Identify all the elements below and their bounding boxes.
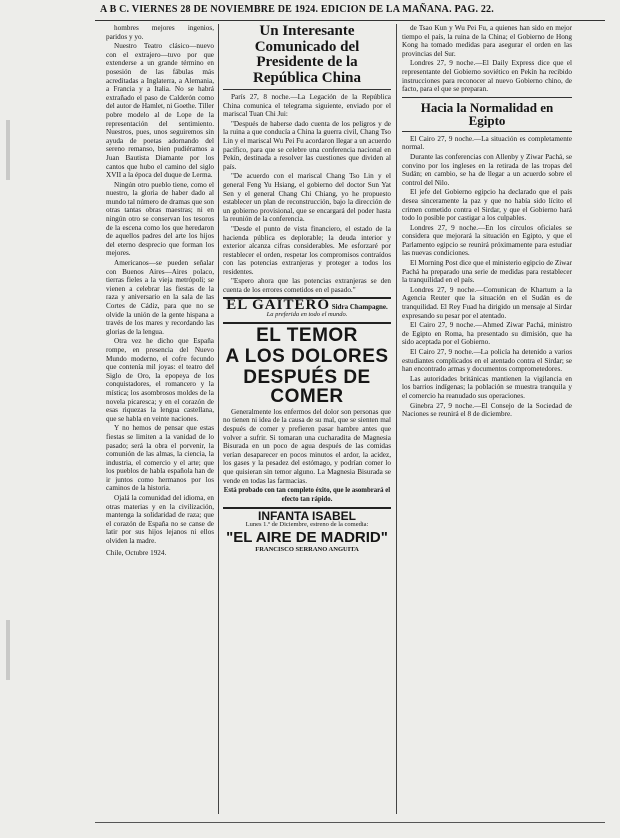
col3-paragraph: de Tsao Kun y Wu Pei Fu, a quienes han sido en mejor tiempo el país, la ruina de la China; el Gobierno de Hong Kong ha tomado medidas para asegurar el orden en las provincias del Sur.	[402, 24, 572, 58]
china-paragraph: "De acuerdo con el mariscal Chang Tso Lin y el general Feng Yu Hsiang, el gobierno del doctor Sun Yat Sen y el general Chang Chi Chiang, yo he propuesto establecer un plan de reconstrucción, bajo la dirección de un gobierno provisional, que se encargará del poder hasta la reunión de la conferencia.	[223, 172, 391, 224]
egipto-paragraph: El Morning Post dice que el ministerio egipcio de Ziwar Pachá ha preparado una serie de medidas para restablecer la tranquilidad en el país.	[402, 259, 572, 285]
col1-paragraph: Nuestro Teatro clásico—nuevo con el extrajero—tuvo por que extenderse a un grande término en posesión de las fábulas más acreditadas a Inglaterra, a Alemania, a Francia y a Italia. No se habrá extrañado el paso de Calderón como del autor de Hamlet, ni Goethe. Tiller pobre modelo al de Lope de la representación del sentimiento. Nuestros, pues, unos seguiremos sin ayuda de poetas adornando del sereno remanso, bien pudiéramos a Juan Bautista Diamante por los cantos que hubo el camino del siglo XVII a la época del duque de Lerma.	[106, 42, 214, 180]
col1-paragraph: Americanos—se pueden señalar con Buenos Aires—Aires polaco, tierras fieles a la vieja metrópoli; se vienen a celebrar las fiestas de la raza y aniversario en la sala de las Cortes de Cádiz, para que no se olvide la unión de la gente hispana a través de los mares y recordando las glorias de la lengua.	[106, 259, 214, 336]
gaitero-label: Sidra Champagne.	[331, 302, 388, 311]
col1-paragraph: Y no hemos de pensar que estas fiestas se limiten a la vanidad de lo pasado; será la obra el porvenir, la comunión de las almas, la ciencia, la industria, el comercio y el arte; que los pueblos de habla española han de ir juntos como hermanos por los caminos de la historia.	[106, 424, 214, 493]
archive-stamp-icon	[4, 620, 12, 680]
column-divider	[396, 24, 397, 814]
column-right	[402, 24, 572, 814]
china-headline: Un Interesante Comunicado del Presidente de la República China	[253, 24, 361, 86]
temor-ad-body: Generalmente los enfermos del dolor son personas que no tienen ni idea de la causa de su mal, que se sienten mal después de comer y prefieren pasar hambre antes que volver a sufrir. Si tomaran una cucharadita de Magnesia Bisurada en un poco de agua después de las comidas verían desaparecer en pocos minutos el ardor, la acidez, los gases y la pesadez del estómago, y podrían comer lo que quisieran sin temor alguno. La Magnesia Bisurada se vende en todas las farmacias.	[223, 407, 391, 485]
col1-paragraph: Ningún otro pueblo tiene, como el nuestro, la gloria de haber dado al mundo tal número de dramas que son otras tantas obras maestras; ni en ningún otro se conservan los tesoros de la escena como los que heredaron de aquellos padres del arte los hijos del eterno desprecio que forman los mejores.	[106, 180, 214, 258]
egipto-paragraph: Las autoridades británicas mantienen la vigilancia en los barrios indígenas; la población se muestra tranquila y el comercio ha reanudado sus operaciones.	[402, 374, 572, 400]
china-paragraph: "Espero ahora que las potencias extranjeras se den cuenta de los errores cometidos en el pasado."	[223, 277, 391, 295]
aire-author: FRANCISCO SERRANO ANGUITA	[255, 545, 359, 553]
col1-signoff: Chile, Octubre 1924.	[106, 548, 167, 557]
archive-stamp-icon	[4, 120, 12, 180]
column-divider	[218, 24, 219, 814]
egipto-paragraph: Londres 27, 9 noche.—En los círculos oficiales se considera que mejorará la situación en Egipto, y que el Parlamento egipcio se reunirá próximamente para estudiar las nuevas condiciones.	[402, 223, 572, 258]
column-middle	[223, 24, 391, 814]
column-left	[106, 24, 214, 814]
headline-rule	[402, 97, 572, 98]
headline-rule	[223, 89, 391, 90]
col1-paragraph: Otra vez he dicho que España rompe, en presencia del Nuevo Mundo moderno, el cofre fecundo que contenía mil joyas: el teatro del Siglo de Oro, la epopeya de los conquistadores, el romancero y la mística; los asombrosos moldes de la novela picaresca; y en el corazón de esas riquezas la lengua castellana, que se habla en veinte naciones.	[106, 337, 214, 423]
egipto-paragraph: Londres 27, 9 noche.—Comunican de Khartum a la Agencia Reuter que la situación en el Sudán es de tranquilidad. El Rey Fuad ha dirigido un mensaje al Sirdar expresando su pesar por el atentado.	[402, 285, 572, 320]
china-paragraph: "Desde el punto de vista financiero, el estado de la hacienda pública es deplorable; la deuda interior y exterior alcanza cifras considerables. Me esforzaré por restablecer el orden, respetar los compromisos contraídos con las potencias extranjeras y proteger a todos los residentes.	[223, 224, 391, 276]
header-rule	[95, 20, 605, 21]
egipto-paragraph: El Cairo 27, 9 noche.—Ahmed Ziwar Pachá, ministro de Egipto en Roma, ha presentado su dimisión, que ha sido aceptada por el Gobierno.	[402, 321, 572, 347]
egipto-paragraph: El Cairo 27, 9 noche.—La policía ha detenido a varios estudiantes complicados en el atentado contra el Sirdar; se han encontrado armas y documentos comprometedores.	[402, 348, 572, 374]
col1-paragraph: hombres mejores ingenios, paridos y yo.	[106, 24, 214, 41]
egipto-paragraph: Durante las conferencias con Allenby y Ziwar Pachá, se convino por los ingleses en la retirada de las tropas del Sudán; en cambio, se ha de llegar a un acuerdo sobre el control del Nilo.	[402, 152, 572, 187]
china-paragraph: París 27, 8 noche.—La Legación de la República China comunica el telegrama siguiente, enviado por el mariscal Tuan Chi Jui:	[223, 93, 391, 119]
col1-paragraph: Ojalá la comunidad del idioma, en otras materias y en la civilización, mantenga la solidaridad de raza; que el corazón de España no se canse de latir por sus hijos lejanos ni ellos olviden la madre.	[106, 494, 214, 546]
col3-paragraph: Londres 27, 9 noche.—El Daily Express dice que el representante del Gobierno soviético en Pekín ha recibido instrucciones para reconocer al nuevo Gobierno chino, de facto, para el que se preparan.	[402, 59, 572, 94]
temor-ad-line1: EL TEMOR	[256, 324, 358, 346]
china-paragraph: "Después de haberse dado cuenta de los peligros y de la ruina a que conducía a China la guerra civil, Chang Tso Lin y el mariscal Wu Pei Fu acordaron llegar a un acuerdo pacífico, para que se celebre una conferencia nacional en Pekín, destinada a resolver las cuestiones que dividen al país.	[223, 119, 391, 171]
aire-title: "EL AIRE DE MADRID"	[226, 528, 388, 546]
egipto-headline: Hacia la Normalidad en Egipto	[420, 99, 554, 129]
temor-ad-line3: DESPUÉS DE COMER	[243, 366, 371, 407]
gaitero-brand: EL GAITERO	[226, 296, 330, 313]
temor-ad-line2: A LOS DOLORES	[225, 345, 389, 367]
egipto-paragraph: El Cairo 27, 9 noche.—La situación es completamente normal.	[402, 134, 572, 152]
infanta-title: INFANTA ISABEL	[258, 509, 356, 524]
headline-rule	[402, 131, 572, 132]
infanta-subtitle: Lunes 1.º de Diciembre, estreno de la comedia:	[245, 520, 369, 528]
egipto-paragraph: El jefe del Gobierno egipcio ha declarado que el país desea sinceramente la paz y que no había sido lícito el crimen cometido contra el Sirdar, y que el Gobierno hará todo lo posible por castigar a los culpables.	[402, 188, 572, 223]
temor-ad-footer: Está probado con tan completo éxito, que le asombrará el efecto tan rápido.	[223, 487, 391, 503]
gaitero-ad	[223, 297, 391, 324]
col3-signoff: Ginebra 27, 9 noche.—El Consejo de la Sociedad de Naciones se reunirá el 8 de diciembre.	[402, 401, 572, 419]
footer-rule	[95, 822, 605, 823]
gaitero-tagline: La preferida en todo el mundo.	[266, 311, 348, 319]
page-header: A B C. VIERNES 28 DE NOVIEMBRE DE 1924. EDICION DE LA MAÑANA. PAG. 22.	[100, 4, 494, 15]
